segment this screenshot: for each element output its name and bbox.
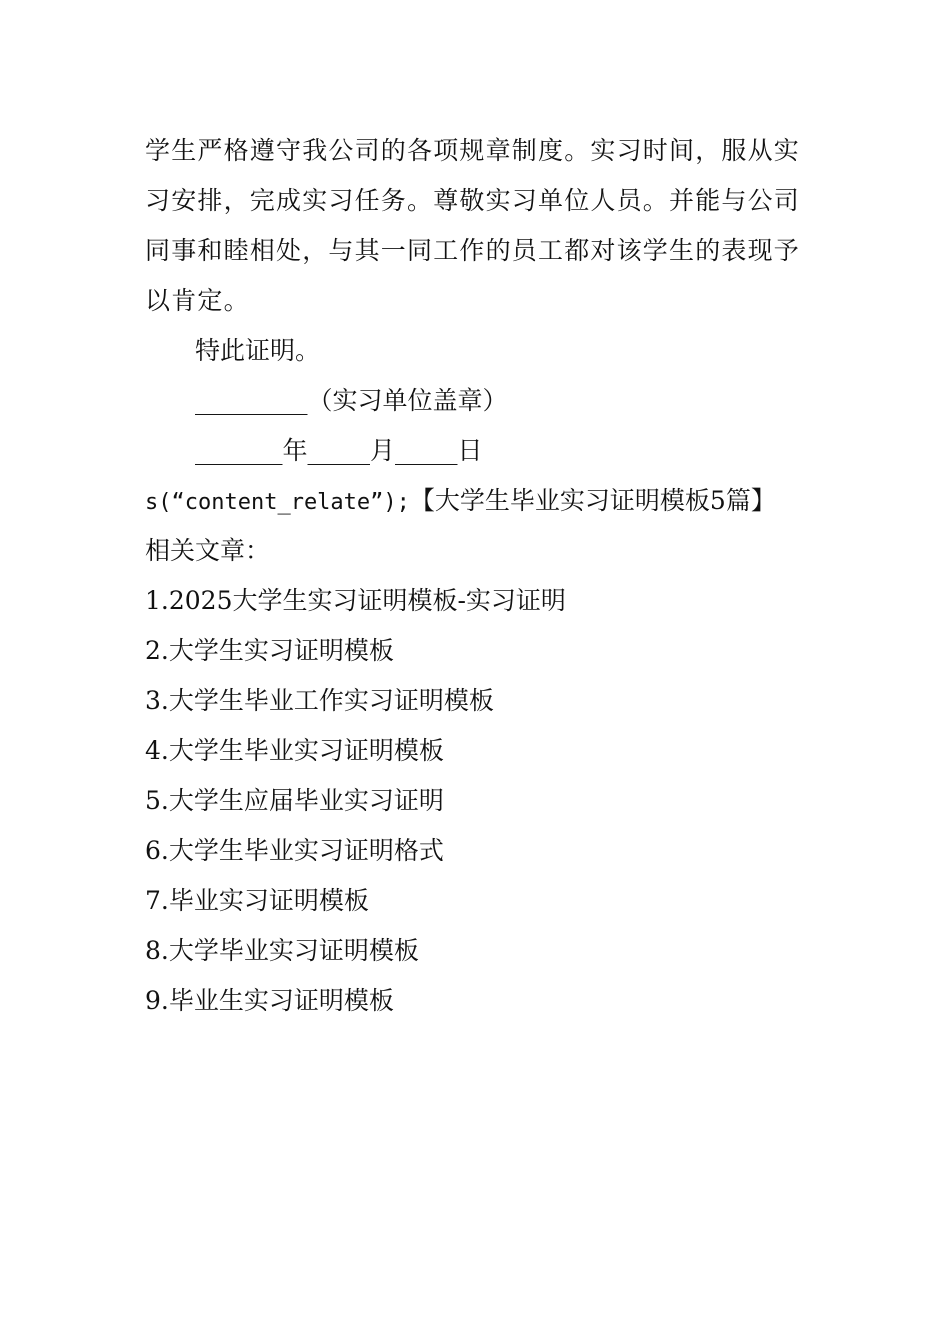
document-content [145,126,810,1026]
related-list [145,576,810,1026]
related-title: 大学毕业实习证明模板 [168,936,419,965]
article-title: 【大学生毕业实习证明模板5篇】 [409,486,776,515]
date-line: _______年_____月_____日 [195,436,483,465]
related-link-5[interactable] [145,776,810,826]
related-link-9[interactable] [145,976,810,1026]
related-number: 2. [145,636,169,665]
paragraph-line-4: 以肯定。 [145,286,250,315]
related-title: 大学生毕业工作实习证明模板 [168,686,494,715]
script-text: s(“content_relate”); [145,490,410,515]
related-link-1[interactable] [145,576,810,626]
paragraph-line-3: 同事和睦相处，与其一同工作的员工都对该学生的表现予 [145,236,801,265]
closing-statement: 特此证明。 [195,336,321,365]
related-heading: 相关文章： [145,536,271,565]
related-title: 毕业生实习证明模板 [168,986,394,1015]
paragraph-line-2: 习安排，完成实习任务。尊敬实习单位人员。并能与公司 [145,186,801,215]
related-link-2[interactable] [145,626,810,676]
related-title: 大学生毕业实习证明模板 [168,736,444,765]
related-number: 8. [145,936,169,965]
related-link-7[interactable] [145,876,810,926]
related-title: 大学生毕业实习证明格式 [168,836,444,865]
related-number: 6. [145,836,169,865]
related-link-3[interactable] [145,676,810,726]
related-number: 9. [145,986,169,1015]
related-title: 毕业实习证明模板 [168,886,369,915]
paragraph-line-1: 学生严格遵守我公司的各项规章制度。实习时间，服从实 [145,136,801,165]
article-footer [145,476,810,526]
related-number: 4. [145,736,169,765]
related-link-4[interactable] [145,726,810,776]
related-title: 2025大学生实习证明模板-实习证明 [168,586,566,615]
related-title: 大学生应届毕业实习证明 [168,786,444,815]
related-link-6[interactable] [145,826,810,876]
related-number: 7. [145,886,169,915]
seal-line: _________（实习单位盖章） [195,386,508,415]
related-number: 1. [145,586,169,615]
related-number: 3. [145,686,169,715]
related-title: 大学生实习证明模板 [168,636,394,665]
related-number: 5. [145,786,169,815]
related-link-8[interactable] [145,926,810,976]
